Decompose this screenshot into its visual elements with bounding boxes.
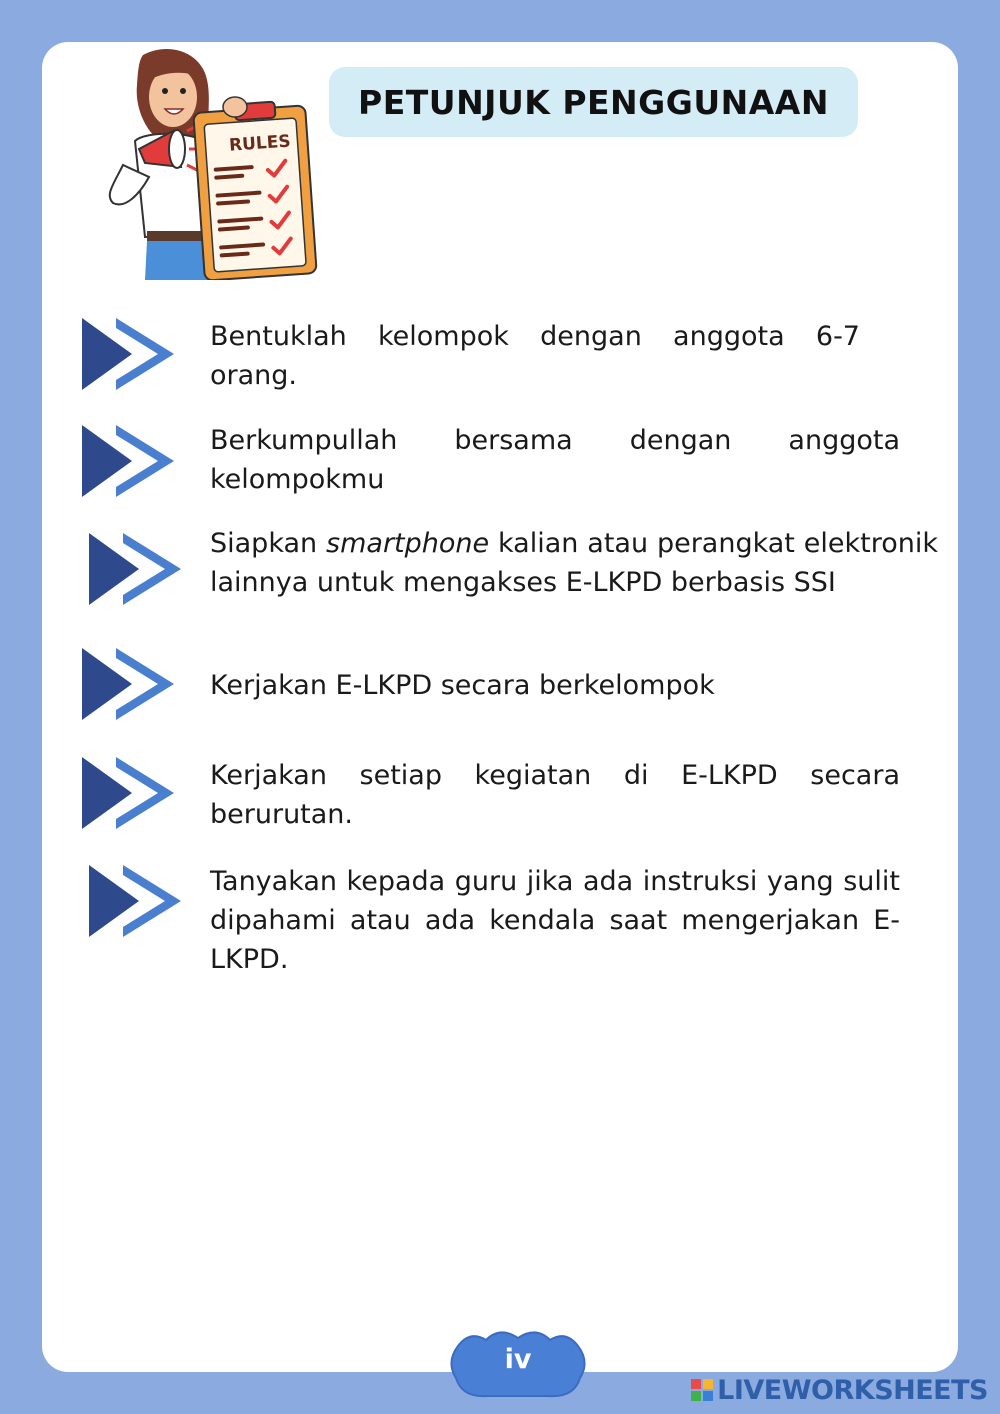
double-arrow-icon (89, 865, 181, 937)
page-number: iv (504, 1344, 532, 1375)
instruction-3-emphasis: smartphone (326, 528, 490, 559)
title-banner (329, 67, 858, 137)
instruction-5: Kerjakan setiap kegiatan di E-LKPD secara berurutan. (210, 760, 900, 830)
double-arrow-icon (82, 757, 174, 829)
double-arrow-icon (82, 425, 174, 497)
instruction-4: Kerjakan E-LKPD secara berkelompok (210, 670, 715, 701)
instruction-3-before: Siapkan (210, 528, 327, 559)
page-title: PETUNJUK PENGGUNAAN (358, 82, 829, 122)
rules-illustration (95, 45, 320, 280)
instruction-3 (210, 524, 938, 602)
instruction-3-after: kalian atau perangkat elektronik lainnya untuk mengakses E-LKPD berbasis SSI (210, 528, 938, 598)
instruction-2: Berkumpullah bersama dengan anggota kelompokmu (210, 425, 900, 495)
liveworksheets-watermark (691, 1374, 988, 1406)
instruction-6: Tanyakan kepada guru jika ada instruksi yang sulit dipahami atau ada kendala saat mengerjakan E-LKPD. (210, 866, 900, 975)
liveworksheets-brand: LIVEWORKSHEETS (717, 1374, 988, 1406)
double-arrow-icon (82, 318, 174, 390)
liveworksheets-logo-icon (691, 1379, 713, 1401)
double-arrow-icon (89, 533, 181, 605)
double-arrow-icon (82, 648, 174, 720)
instruction-1: Bentuklah kelompok dengan anggota 6-7 orang. (210, 321, 860, 391)
rules-sign-text: RULES (228, 131, 292, 156)
